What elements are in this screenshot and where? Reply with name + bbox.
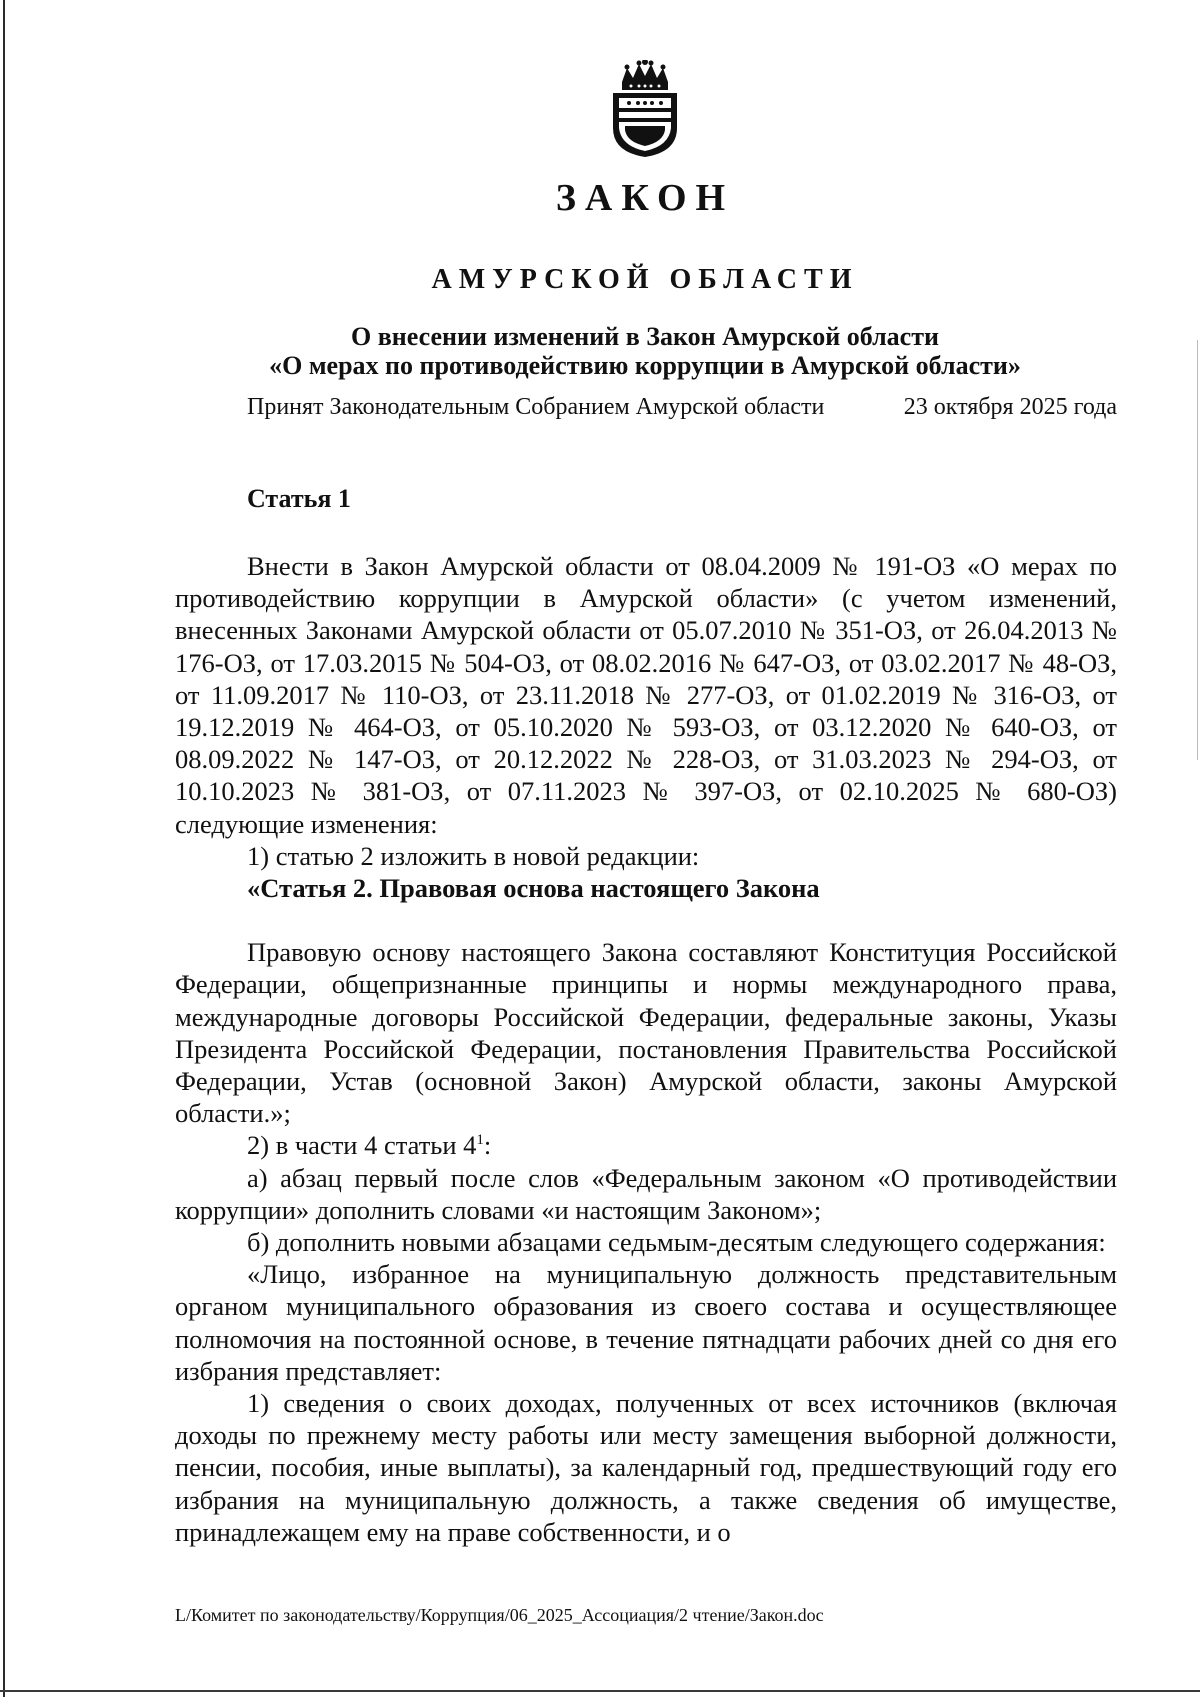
- amendment-item-2a: а) абзац первый после слов «Федеральным законом «О противодействии коррупции» дополнить словами «и настоящим Законом»;: [175, 1162, 1117, 1225]
- scan-border-left: [3, 0, 5, 1697]
- scan-border-bottom: [0, 1690, 1200, 1692]
- item-2-text: 2) в части 4 статьи 4: [247, 1130, 477, 1161]
- subtitle-line-1: О внесении изменений в Закон Амурской области: [351, 322, 939, 351]
- adopted-date: 23 октября 2025 года: [903, 394, 1117, 420]
- footer-file-path: L/Комитет по законодательству/Коррупция/06_2025_Ассоциация/2 чтение/Закон.doc: [175, 1605, 824, 1625]
- amur-coat-of-arms-icon: [605, 60, 685, 158]
- article-body: [175, 550, 1117, 1548]
- amendment-item-2b: б) дополнить новыми абзацами седьмым-десятым следующего содержания:: [247, 1227, 1106, 1258]
- document-subtitle: [175, 322, 1115, 380]
- law-title: ЗАКОН: [555, 177, 735, 219]
- amendment-item-2: [175, 1129, 1117, 1161]
- legal-basis-paragraph: Правовую основу настоящего Закона составляют Конституция Российской Федерации, общепризнанные принципы и нормы международного права, международные договоры Российской Федерации, федеральные законы, Указы Президента Российской Федерации, постановления Правительства Российской Федерации, Устав (основной Закон) Амурской области, законы Амурской области.»;: [175, 937, 1117, 1129]
- item-2-colon: :: [483, 1130, 492, 1161]
- scan-border-right: [1197, 340, 1198, 760]
- quoted-paragraph: «Лицо, избранное на муниципальную должность представительным органом муниципального образования из своего состава и осуществляющее полномочия на постоянной основе, в течение пятнадцати рабочих дней со дня его избрания представляет:: [175, 1259, 1117, 1386]
- article-intro-paragraph: Внести в Закон Амурской области от 08.04.2009 № 191-ОЗ «О мерах по противодействию коррупции в Амурской области» (с учетом изменений, внесенных Законами Амурской области от 05.07.2010 № 351-ОЗ, от 26.04.2013 № 176-ОЗ, от 17.03.2015 № 504-ОЗ, от 08.02.2016 № 647-ОЗ, от 03.02.2017 № 48-ОЗ, от 11.09.2017 № 110-ОЗ, от 23.11.2018 № 277-ОЗ, от 01.02.2019 № 316-ОЗ, от 19.12.2019 № 464-ОЗ, от 05.10.2020 № 593-ОЗ, от 03.12.2020 № 640-ОЗ, от 08.09.2022 № 147-ОЗ, от 20.12.2022 № 228-ОЗ, от 31.03.2023 № 294-ОЗ, от 10.10.2023 № 381-ОЗ, от 07.11.2023 № 397-ОЗ, от 02.10.2025 № 680-ОЗ) следующие изменения:: [175, 551, 1117, 839]
- item-2-superscript: 1: [476, 1132, 484, 1149]
- article-title: Статья 1: [247, 484, 351, 513]
- adopted-by: Принят Законодательным Собранием Амурской области: [247, 394, 825, 420]
- amendment-item-1: 1) статью 2 изложить в новой редакции:: [247, 840, 700, 871]
- quoted-item-1: 1) сведения о своих доходах, полученных от всех источников (включая доходы по прежнему месту работы или месту замещения выборной должности, пенсии, пособия, иные выплаты), за календарный год, предшествующий году его избрания на муниципальную должность, а также сведения об имуществе, принадлежащем ему на праве собственности, и о: [175, 1388, 1117, 1547]
- subtitle-line-2: «О мерах по противодействию коррупции в Амурской области»: [269, 351, 1021, 380]
- quoted-article-title: «Статья 2. Правовая основа настоящего Закона: [247, 873, 820, 904]
- region-title: АМУРСКОЙ ОБЛАСТИ: [431, 264, 859, 295]
